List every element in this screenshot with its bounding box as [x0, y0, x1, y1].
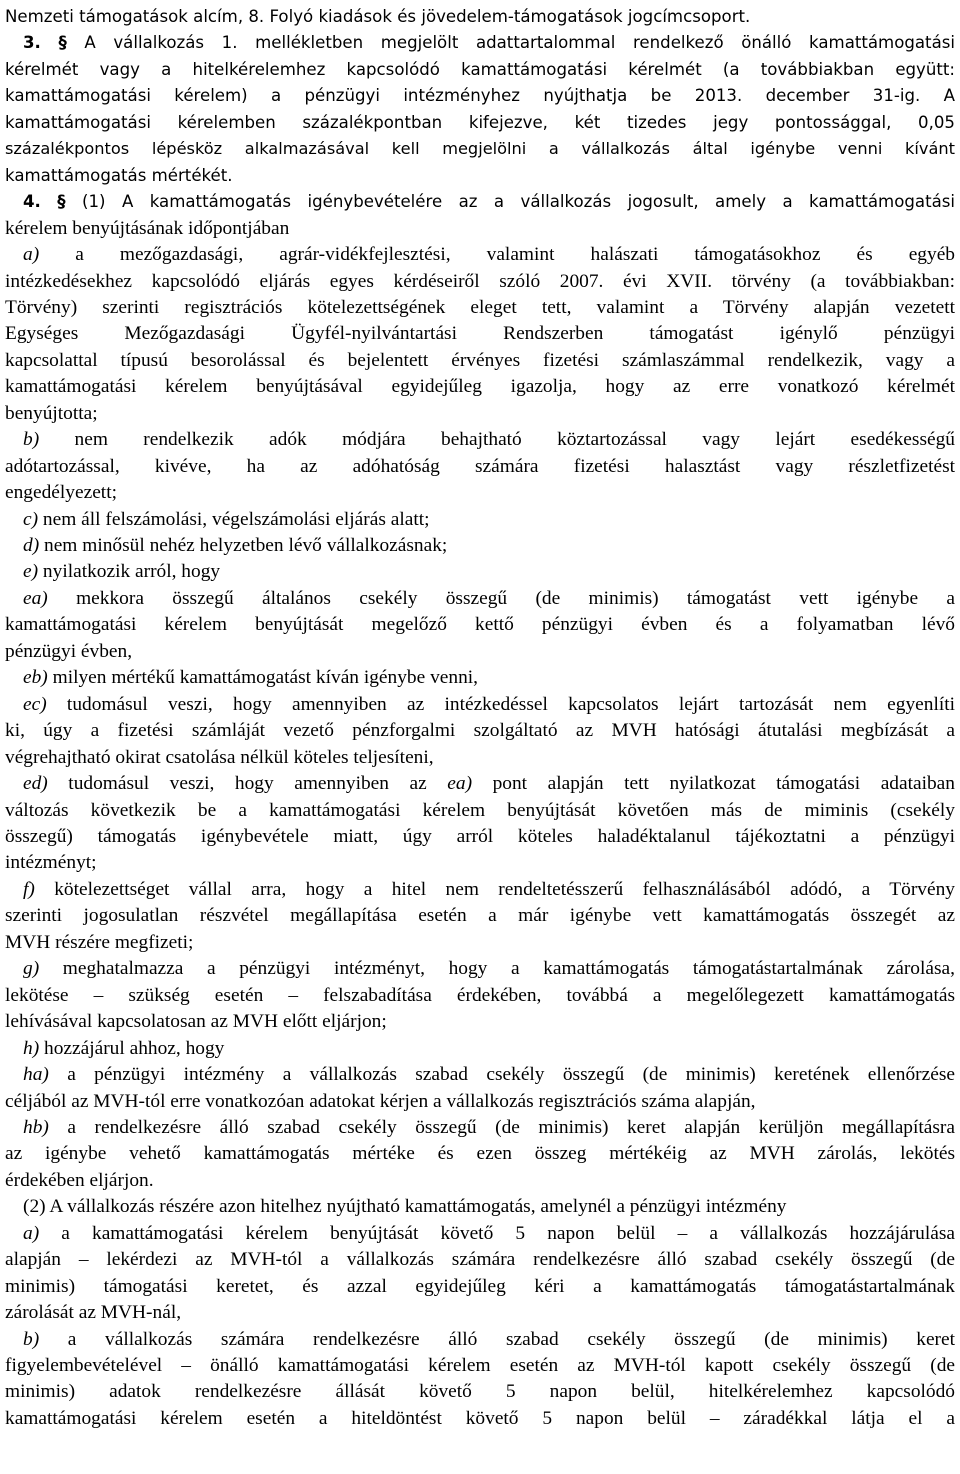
text-line — [5, 321, 955, 347]
text-run: összegű) támogatás igénybevétele miatt, úgy arról köteles haladéktalanul tájékoztatni a pénzügyi — [5, 825, 955, 847]
text-line — [5, 295, 955, 321]
text-line — [5, 824, 955, 850]
text-line — [23, 1327, 955, 1353]
text-run: nem áll felszámolási, végelszámolási eljárás alatt; — [38, 508, 430, 530]
text-run: figyelembevételével – önálló kamattámogatási kérelem esetén az MVH-tól kapott csekély összegű (de — [5, 1355, 955, 1376]
text-line — [23, 1221, 955, 1247]
text-run: Egységes Mezőgazdasági Ügyfél-nyilvántartási Rendszerben támogatást igénylő pénzügyi — [5, 323, 955, 345]
text-run: kérelem benyújtásának időpontjában — [5, 217, 290, 239]
text-run: minimis) adatok rendelkezésre állását követő 5 napon belül, hitelkérelemhez kapcsolódó — [5, 1381, 955, 1403]
text-line — [23, 692, 955, 718]
text-run: milyen mértékű kamattámogatást kíván igénybe venni, — [47, 667, 479, 689]
text-line — [23, 533, 955, 559]
text-run: kérelmét vagy a hitelkérelemhez kapcsolódó kamattámogatási kérelmét (a továbbiakban együtt: — [5, 59, 955, 79]
text-line — [23, 1062, 955, 1088]
text-run: Törvény) szerinti regisztrációs kötelezettségének eleget tett, valamint a Törvény alapján vezetett — [5, 296, 955, 318]
text-run: változás következik be a kamattámogatási kérelem benyújtását követően más de miminis (csekély — [5, 799, 955, 821]
text-run: tudomásul veszi, hogy amennyiben az — [47, 773, 448, 794]
point-label: c) — [23, 508, 39, 530]
text-run: alapján – lekérdezi az MVH-tól a vállalkozás számára rendelkezésre álló szabad csekély összegű (de — [5, 1249, 955, 1271]
text-line — [23, 771, 955, 797]
point-label: d) — [23, 535, 40, 556]
text-run: pont alapján tett nyilatkozat támogatási adataiban — [472, 773, 955, 794]
text-line — [5, 401, 955, 427]
text-run: kamattámogatási kérelem benyújtásával egyidejűleg igazolja, hogy az erre vonatkozó kérelmét — [5, 376, 955, 398]
text-line — [5, 930, 955, 956]
text-run: MVH részére megfizeti; — [5, 931, 194, 953]
point-label: hb) — [23, 1116, 49, 1138]
text-line — [5, 110, 955, 136]
point-label: b) — [23, 429, 40, 451]
section-number: 3. — [23, 33, 41, 53]
text-run: a vállalkozás számára rendelkezésre álló szabad csekély összegű (de minimis) keret — [39, 1328, 955, 1350]
text-run: meghatalmazza a pénzügyi intézményt, hogy a kamattámogatás támogatástartalmának zárolása, — [39, 958, 955, 980]
section-number: 4. — [23, 192, 41, 212]
text-line — [23, 665, 955, 691]
text-line — [5, 216, 955, 242]
text-line — [23, 1194, 955, 1220]
text-line — [5, 745, 955, 771]
point-label: ea) — [23, 587, 48, 609]
point-label: b) — [23, 1328, 40, 1350]
text-line — [5, 269, 955, 295]
text-line — [5, 57, 955, 83]
text-run: a mezőgazdasági, agrár-vidékfejlesztési, valamint halászati támogatásokhoz és egyéb — [39, 244, 955, 265]
text-line — [5, 639, 955, 665]
text-line — [23, 1115, 955, 1141]
text-run: a pénzügyi intézmény a vállalkozás szabad csekély összegű (de minimis) keretének ellenőrzése — [48, 1064, 955, 1085]
section-number: § — [58, 33, 67, 53]
text-run: benyújtotta; — [5, 402, 98, 424]
text-run: kamattámogatási kérelem benyújtását megelőző kettő pénzügyi évben és a folyamatban lévő — [5, 614, 955, 636]
text-run: céljából az MVH-tól erre vonatkozóan adatokat kérjen a vállalkozás regisztrációs száma alapján, — [5, 1090, 756, 1112]
point-label: ed) — [23, 773, 48, 794]
text-line — [23, 30, 955, 56]
text-line — [5, 850, 955, 876]
text-run: A vállalkozás 1. mellékletben megjelölt adattartalommal rendelkező önálló kamattámogatási — [66, 33, 955, 53]
text-line — [23, 427, 955, 453]
text-line — [5, 798, 955, 824]
text-line — [5, 1353, 955, 1379]
text-line — [5, 1089, 955, 1115]
text-run: százalékpontos lépésköz alkalmazásával kell megjelölni a vállalkozás által igénybe venni kívánt — [5, 139, 955, 159]
text-run: nem minősül nehéz helyzetben lévő vállalkozásnak; — [39, 535, 448, 556]
point-label: a) — [23, 244, 40, 265]
text-line — [5, 348, 955, 374]
text-line — [5, 612, 955, 638]
text-run: végrehajtható okirat csatolása nélkül köteles teljesíteni, — [5, 746, 434, 768]
text-run: zárolását az MVH-nál, — [5, 1302, 182, 1323]
text-line — [5, 903, 955, 929]
text-run: pénzügyi évben, — [5, 640, 133, 662]
text-run: kamattámogatási kérelemben százalékpontban kifejezve, két tizedes jegy pontossággal, 0,05 — [5, 112, 955, 132]
text-run: lehívásával kapcsolatosan az MVH előtt eljárjon; — [5, 1011, 387, 1033]
text-run: engedélyezett; — [5, 482, 117, 504]
text-run: kapcsolattal típusú besorolással és bejelentett érvényes fizetési számlaszámmal rendelkezik, vagy a — [5, 349, 955, 371]
text-run: ki, úgy a fizetési számláját vezető pénzforgalmi szolgáltató az MVH hatósági átutalási megbízását a — [5, 720, 955, 742]
text-run: kötelezettséget vállal arra, hogy a hitel nem rendeltetésszerű felhasználásából adódó, a Törvény — [34, 878, 955, 900]
point-label: ha) — [23, 1064, 49, 1085]
text-line — [5, 1274, 955, 1300]
text-line — [5, 4, 955, 30]
point-label: eb) — [23, 667, 48, 689]
text-line — [23, 242, 955, 268]
text-line — [5, 136, 955, 162]
text-line — [5, 1406, 955, 1432]
text-run: lekötése – szükség esetén – felszabadítása érdekében, továbbá a megelőlegezett kamattámogatás — [5, 984, 955, 1006]
text-line — [23, 956, 955, 982]
text-line — [5, 374, 955, 400]
text-run: (2) A vállalkozás részére azon hitelhez nyújtható kamattámogatás, amelynél a pénzügyi intézmény — [23, 1196, 787, 1218]
text-line — [23, 507, 955, 533]
point-label: ec) — [23, 693, 47, 715]
text-line — [5, 718, 955, 744]
text-run: tudomásul veszi, hogy amennyiben az intézkedéssel kapcsolatos lejárt tartozását nem egyenlíti — [46, 693, 955, 715]
text-line — [23, 877, 955, 903]
text-run: intézményt; — [5, 852, 97, 874]
text-run: kamattámogatási kérelem esetén a hiteldöntést követő 5 napon belül – záradékkal látja el a — [5, 1407, 955, 1429]
text-line — [23, 1036, 955, 1062]
text-line — [5, 1300, 955, 1326]
text-run: adótartozással, kivéve, ha az adóhatóság számára fizetési halasztást vagy részletfizetést — [5, 455, 955, 477]
text-line — [5, 1379, 955, 1405]
point-label: ea) — [447, 773, 473, 794]
point-label: a) — [23, 1222, 40, 1244]
text-line — [23, 586, 955, 612]
text-run: szerinti jogosulatlan részvétel megállapítása esetén a már igénybe vett kamattámogatás összegét az — [5, 905, 955, 927]
text-run: Nemzeti támogatások alcím, 8. Folyó kiadások és jövedelem-támogatások jogcímcsoport. — [5, 7, 751, 26]
text-run: kamattámogatási kérelem) a pénzügyi intézményhez nyújthatja be 2013. december 31-ig. A — [5, 86, 955, 106]
text-run: intézkedésekhez kapcsolódó eljárás egyes kérdéseiről szóló 2007. évi XVII. törvény (a továbbiakban: — [5, 270, 955, 292]
text-line — [23, 559, 955, 585]
text-run: a rendelkezésre álló szabad csekély összegű (de minimis) keret alapján kerüljön megállapításra — [48, 1116, 955, 1138]
text-run: a kamattámogatási kérelem benyújtását követő 5 napon belül – a vállalkozás hozzájárulása — [39, 1222, 955, 1244]
point-label: e) — [23, 561, 39, 583]
point-label: h) — [23, 1037, 40, 1059]
text-line — [5, 454, 955, 480]
text-run: (1) A kamattámogatás igénybevételére az a vállalkozás jogosult, amely a kamattámogatási — [65, 192, 955, 212]
text-line — [5, 1009, 955, 1035]
text-run: hozzájárul ahhoz, hogy — [39, 1037, 225, 1059]
section-number: § — [57, 192, 66, 212]
text-line — [5, 480, 955, 506]
text-line — [5, 1247, 955, 1273]
text-run: érdekében eljárjon. — [5, 1169, 154, 1191]
text-line — [5, 163, 955, 189]
text-run: nyilatkozik arról, hogy — [38, 561, 221, 583]
text-run — [41, 33, 59, 52]
text-run: kamattámogatás mértékét. — [5, 165, 233, 185]
text-line — [5, 983, 955, 1009]
text-run: mekkora összegű általános csekély összegű (de minimis) támogatást vett igénybe a — [47, 587, 955, 609]
point-label: g) — [23, 958, 40, 980]
text-run — [41, 192, 57, 211]
text-line — [5, 1168, 955, 1194]
text-run: az igénybe vehető kamattámogatás mértéke és ezen összeg mértékéig az MVH zárolás, lekötés — [5, 1143, 955, 1165]
point-label: f) — [23, 878, 35, 900]
text-run: nem rendelkezik adók módjára behajtható köztartozással vagy lejárt esedékességű — [39, 429, 955, 451]
text-line — [23, 189, 955, 215]
text-line — [5, 1141, 955, 1167]
text-line — [5, 83, 955, 109]
text-run: minimis) támogatási keretet, és azzal egyidejűleg kéri a kamattámogatás támogatástartalmának — [5, 1275, 955, 1297]
